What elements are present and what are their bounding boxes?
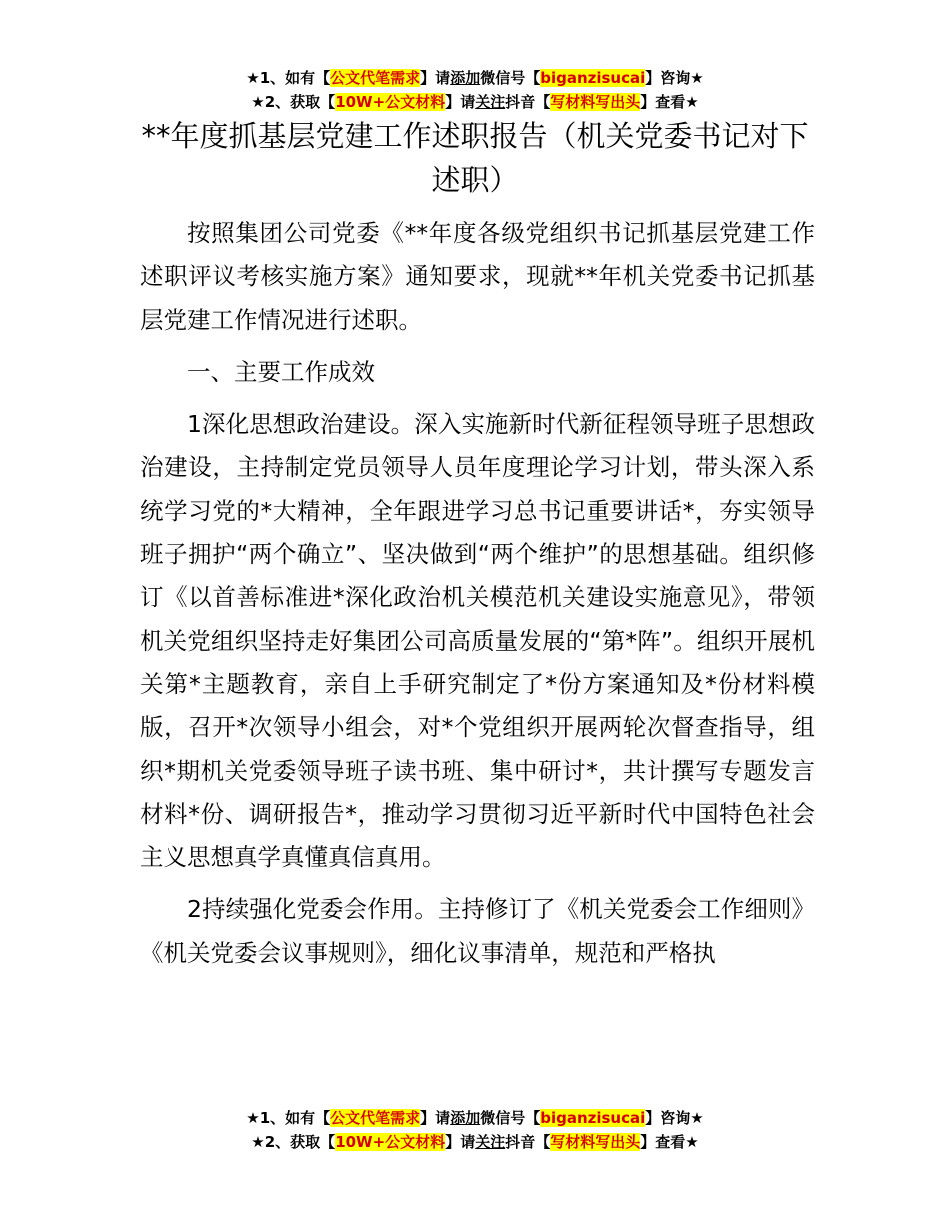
banner-line-1 <box>0 66 950 90</box>
highlight-douyin: 写材料写出头 <box>550 1133 641 1151</box>
banner-line-2 <box>0 90 950 114</box>
highlight-ghostwriting: 公文代笔需求 <box>330 1109 421 1127</box>
underline-add: 添加 <box>450 69 481 87</box>
section-heading: 一、主要工作成效 <box>187 357 375 386</box>
highlight-wechat-id: biganzisucai <box>540 1109 646 1127</box>
banner-text: 】咨询★ <box>645 69 704 87</box>
underline-follow: 关注 <box>475 1133 506 1151</box>
banner-line-2 <box>0 1130 950 1154</box>
document-title: **年度抓基层党建工作述职报告（机关党委书记对下述职） <box>141 119 809 197</box>
banner-text: ★2、获取【 <box>251 93 336 111</box>
underline-add: 添加 <box>450 1109 481 1127</box>
banner-text: 】请 <box>445 1133 476 1151</box>
banner-text: 】请 <box>420 1109 451 1127</box>
highlight-wechat-id: biganzisucai <box>540 69 646 87</box>
highlight-materials: 10W+公文材料 <box>335 1133 446 1151</box>
banner-line-1 <box>0 1106 950 1130</box>
paragraph-1: 1深化思想政治建设。深入实施新时代新征程领导班子思想政治建设，主持制定党员领导人员年度理论学习计划，带头深入系统学习党的*大精神，全年跟进学习总书记重要讲话*，夯实领导班子拥护“两个确立”、坚决做到“两个维护”的思想基础。组织修订《以首善标准进*深化政治机关模范机关建设实施意见》，带领机关党组织坚持走好集团公司高质量发展的“第*阵”。组织开展机关第*主题教育，亲自上手研究制定了*份方案通知及*份材料模版，召开*次领导小组会，对*个党组织开展两轮次督查指导，组织*期机关党委领导班子读书班、集中研讨*，共计撰写专题发言材料*份、调研报告*，推动学习贯彻习近平新时代中国特色社会主义思想真学真懂真信真用。 <box>140 410 815 872</box>
paragraph-2: 2持续强化党委会作用。主持修订了《机关党委会工作细则》《机关党委会议事规则》，细化议事清单，规范和严格执 <box>140 895 815 967</box>
banner-text: 抖音【 <box>505 1133 551 1151</box>
banner-text: 】查看★ <box>640 93 699 111</box>
top-banner <box>0 66 950 114</box>
banner-text: 】查看★ <box>640 1133 699 1151</box>
document-body <box>140 212 815 984</box>
banner-text: ★1、如有【 <box>246 69 331 87</box>
banner-text: 微信号【 <box>480 1109 541 1127</box>
underline-follow: 关注 <box>475 93 506 111</box>
banner-text: 】请 <box>445 93 476 111</box>
banner-text: ★1、如有【 <box>246 1109 331 1127</box>
banner-text: 抖音【 <box>505 93 551 111</box>
bottom-banner <box>0 1106 950 1154</box>
banner-text: ★2、获取【 <box>251 1133 336 1151</box>
highlight-douyin: 写材料写出头 <box>550 93 641 111</box>
highlight-materials: 10W+公文材料 <box>335 93 446 111</box>
paragraph-intro: 按照集团公司党委《**年度各级党组织书记抓基层党建工作述职评议考核实施方案》通知要求，现就**年机关党委书记抓基层党建工作情况进行述职。 <box>140 219 815 334</box>
highlight-ghostwriting: 公文代笔需求 <box>330 69 421 87</box>
banner-text: 】请 <box>420 69 451 87</box>
banner-text: 微信号【 <box>480 69 541 87</box>
banner-text: 】咨询★ <box>645 1109 704 1127</box>
